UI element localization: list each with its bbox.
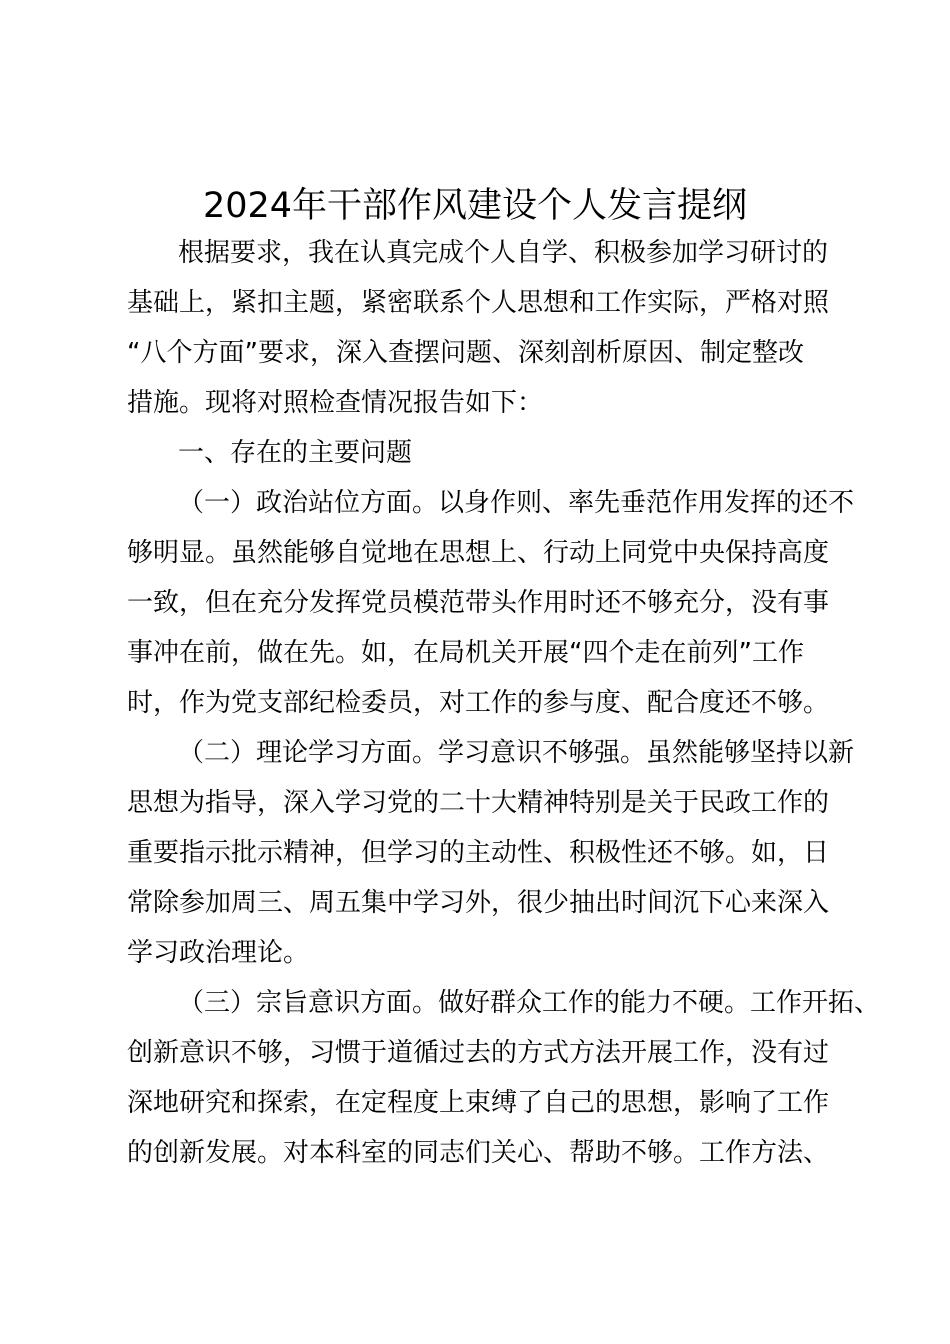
paragraph-1-line-1: 根据要求，我在认真完成个人自学、积极参加学习研讨的 — [178, 238, 829, 268]
paragraph-2-line-3: 一致，但在充分发挥党员模范带头作用时还不够充分，没有事 — [127, 588, 830, 618]
paragraph-3-line-2: 思想为指导，深入学习党的二十大精神特别是关于民政工作的 — [127, 788, 830, 818]
paragraph-4-line-3: 深地研究和探索，在定程度上束缚了自己的思想，影响了工作 — [127, 1088, 830, 1118]
paragraph-2-line-1: （一）政治站位方面。以身作则、率先垂范作用发挥的还不 — [178, 488, 855, 518]
paragraph-3-line-1: （二）理论学习方面。学习意识不够强。虽然能够坚持以新 — [178, 738, 855, 768]
paragraph-1-line-3: “八个方面”要求，深入查摆问题、深刻剖析原因、制定整改 — [127, 338, 804, 368]
paragraph-3-line-4: 常除参加周三、周五集中学习外，很少抽出时间沉下心来深入 — [127, 888, 830, 918]
section-heading: 一、存在的主要问题 — [178, 438, 413, 468]
paragraph-2-line-5: 时，作为党支部纪检委员，对工作的参与度、配合度还不够。 — [127, 688, 830, 718]
document-title: 2024年干部作风建设个人发言提纲 — [202, 186, 748, 226]
paragraph-4-line-4: 的创新发展。对本科室的同志们关心、帮助不够。工作方法、 — [127, 1138, 830, 1168]
paragraph-4-line-1: （三）宗旨意识方面。做好群众工作的能力不硬。工作开拓、 — [178, 988, 881, 1018]
paragraph-1-line-2: 基础上，紧扣主题，紧密联系个人思想和工作实际，严格对照 — [127, 288, 830, 318]
paragraph-1-line-4: 措施。现将对照检查情况报告如下： — [127, 388, 544, 418]
paragraph-2-line-4: 事冲在前，做在先。如，在局机关开展“四个走在前列”工作 — [127, 638, 804, 668]
paragraph-4-line-2: 创新意识不够，习惯于道循过去的方式方法开展工作，没有过 — [127, 1038, 830, 1068]
paragraph-2-line-2: 够明显。虽然能够自觉地在思想上、行动上同党中央保持高度 — [127, 538, 830, 568]
paragraph-3-line-5: 学习政治理论。 — [127, 938, 310, 968]
paragraph-3-line-3: 重要指示批示精神，但学习的主动性、积极性还不够。如，日 — [127, 838, 830, 868]
